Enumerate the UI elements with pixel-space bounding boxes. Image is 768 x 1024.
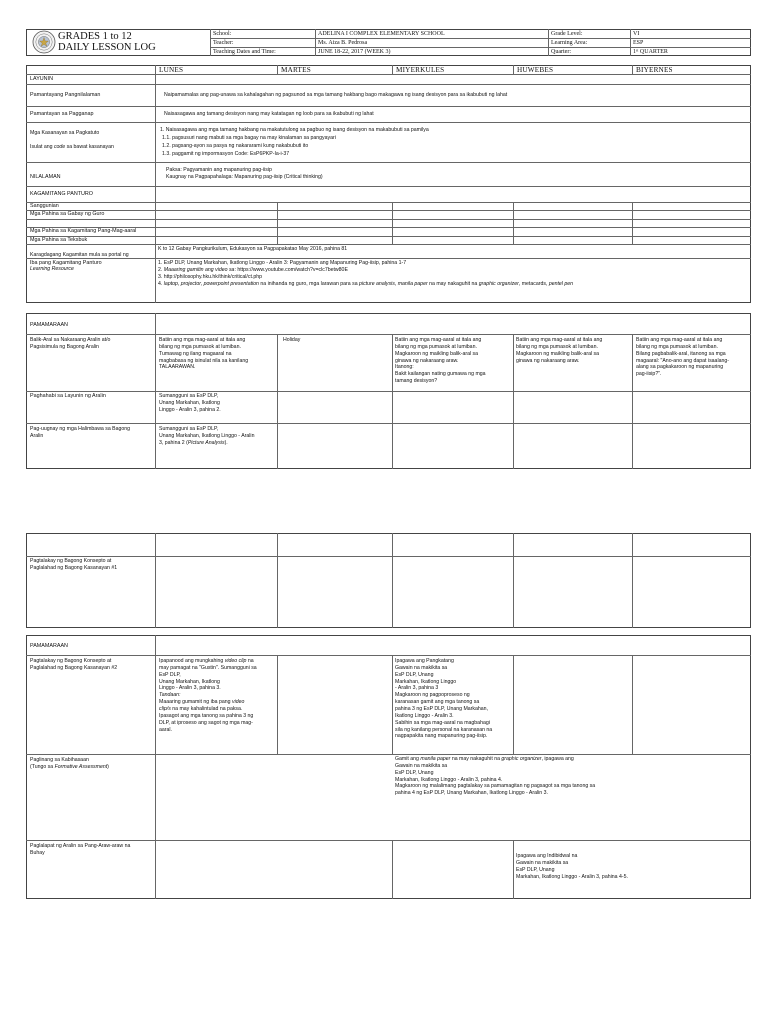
label-karagdagang-line2: Learning Resource: [30, 265, 74, 272]
pagtalakay-2-lunes: Ipapanood ang mungkahing video clip na may pamagat na "Gustin". Sumangguni sa EsP DLP, Unang Markahan, Ikatlong Linggo - Aralin 3, pahina 3. Tandaan: Maaaring gumamit ng iba pang video clip/s na may kahalintulad na paksa. Ipasagot ang mga tanong sa pahina 3 ng DLP, at iproseso ang sagot ng mga mag- aaral.: [159, 658, 257, 733]
label-pagtalakay-1: Pagtalakay ng Bagong Konsepto at Paglalahad ng Bagong Kasanayan #1: [30, 558, 118, 571]
day-header-lunes: LUNES: [159, 66, 184, 74]
deped-seal-logo: [32, 30, 56, 54]
label-kagamitang-panturo: KAGAMITANG PANTURO: [30, 191, 93, 197]
text-pamantayan-sa-pagganap: Naisasagawa ang tamang desisyon nang may katatagan ng loob para sa ikabubuti ng lahat: [164, 111, 374, 117]
label-gabay-ng-guro: Mga Pahina sa Gabay ng Guro: [30, 211, 105, 217]
area-label: Learning Area:: [551, 40, 588, 46]
label-paglinang: Paglinang sa Kabihasaan (Tungo sa Formative Assessment): [30, 757, 109, 770]
label-pagtalakay-2: Pagtalakay ng Bagong Konsepto at Paglalahad ng Bagong Kasanayan #2: [30, 658, 118, 671]
title-daily-lesson-log: DAILY LESSON LOG: [58, 42, 156, 53]
section-pagtalakay-1: [26, 533, 751, 628]
text-kasanayan-1-2: 1.2. pagsang-ayon sa pasya ng nakararami kung nakabubuti ito: [162, 143, 309, 149]
paglinang-miyerkules: Gamit ang manila paper na may nakaguhit na graphic organizer, ipagawa ang Gawain na makikita sa EsP DLP, Unang Markahan, Ikatlong Linggo - Aralin 3, pahina 4. Magkaroon ng malalimang pagtalakay sa pamamagitan ng pagsagot sa mga tanong sa pahina 4 ng EsP DLP, Unang Markahan, Ikatlong Linggo - Aralin 3.: [395, 756, 596, 797]
pagtalakay-2-miyerkules: Ipagawa ang Pangkatang Gawain na makikita sa EsP DLP, Unang Markahan, Ikatlong Linggo - Aralin 3, pahina 3 Magkaroon ng pagpoproseso ng karanasan gamit ang mga tanong sa pahina 3 ng EsP DLP, Unang Markahan, Ikatlong Linggo - Aralin 3. Sabihin sa mga mag-aaral na magbahagi sila ng kanilang personal na karanasan na nagpapakita nang mapanuring pag-iisip.: [395, 658, 493, 740]
text-iba-pang-2: 2. Maaaring gamitin ang video sa: https://www.youtube.com/watch?v=clc7betw80E: [158, 267, 348, 273]
title-grades: GRADES 1 to 12: [58, 31, 132, 42]
paghahabi-lunes: Sumangguni sa EsP DLP, Unang Markahan, Ikatlong Linggo - Aralin 3, pahina 2.: [159, 393, 221, 413]
label-kagamitang-mag-aaral: Mga Pahina sa Kagamitang Pang-Mag-aaral: [30, 228, 137, 234]
quarter-label: Quarter:: [551, 49, 571, 55]
text-kasanayan-1-3: 1.3. paggamit ng impormasyon Code: EsP6PKP-Ia-i-37: [162, 151, 290, 157]
balik-aral-martes: Holiday: [283, 337, 301, 343]
text-iba-pang-1: 1. EsP DLP, Unang Markahan, Ikatlong Linggo - Aralin 3: Pagyamanin ang Mapanuring Pag-iisip, pahina 1-7: [158, 260, 407, 266]
balik-aral-huwebes: Batiin ang mga mag-aaral at itala ang bilang ng mga pumasok at lumiban. Magkaroon ng maikling balik-aral sa ginawa ng nakaraang araw.: [516, 337, 603, 364]
balik-aral-biyernes: Batiin ang mga mag-aaral at itala ang bilang ng mga pumasok at lumiban. Bilang pagbabalik-aral, itanong sa mga magaaral: "Ano-ano ang dapat isaalang- alang sa pagkakaroon ng mapanuring pag-iisip?".: [636, 337, 729, 378]
text-nilalaman: Paksa: Pagyamanin ang mapanuring pag-iisip Kaugnay na Pagpapahalaga: Mapanuring pag-iisip (Critical thinking): [166, 167, 323, 180]
label-teksbuk: Mga Pahina sa Teksbuk: [30, 237, 88, 243]
text-iba-pang-3: 3. http://philosophy.hku.hk/think/critical/ct.php: [158, 274, 262, 280]
grade-label: Grade Level:: [551, 31, 583, 37]
day-header-miyerkules: MIYERKULES: [396, 66, 445, 74]
dates-label: Teaching Dates and Time:: [213, 49, 276, 55]
school-value: ADELINA I COMPLEX ELEMENTARY SCHOOL: [318, 31, 445, 37]
paglalapat-huwebes: Ipagawa ang Indibidwal na Gawain na makikita sa EsP DLP, Unang Markahan, Ikatlong Linggo - Aralin 3, pahina 4-5.: [516, 853, 628, 880]
label-sanggunian: Sanggunian: [30, 203, 59, 209]
label-pamamaraan-1: PAMAMARAAN: [30, 322, 68, 328]
text-iba-pang-4: 4. laptop, projector, powerpoint presentation na inihanda ng guro, mga larawan para sa picture analysis, manila paper na may nakaguhit na graphic organizer, metacards, pentel pen: [158, 281, 574, 287]
day-header-martes: MARTES: [281, 66, 311, 74]
pag-uugnay-lunes: Sumangguni sa EsP DLP, Unang Markahan, Ikatlong Linggo - Aralin 3, pahina 2 (Picture Analysis).: [159, 426, 255, 446]
label-karagdagang-line1: Karagdagang Kagamitan mula sa portal ng: [30, 251, 129, 258]
label-karagdagang-kagamitan: [30, 245, 153, 272]
text-karagdagang-kagamitan: K to 12 Gabay Pangkurikulum, Edukasyon sa Pagpapakatao May 2016, pahina 81: [158, 246, 348, 252]
text-pamantayang-pangnilalaman: Naipamamalas ang pag-unawa sa kahalagahan ng pagsunod sa mga tamang hakbang bago makagawa ng isang desisyon para sa ikabubuti ng lahat: [164, 92, 508, 98]
label-nilalaman: NILALAMAN: [30, 174, 61, 180]
teacher-label: Teacher:: [213, 40, 234, 46]
day-header-huwebes: HUWEBES: [517, 66, 554, 74]
label-layunin: LAYUNIN: [30, 76, 53, 82]
label-pamantayang-pangnilalaman: Pamantayang Pangnilalaman: [30, 92, 101, 98]
label-balik-aral: Balik-Aral sa Nakaraang Aralin at/o Pagsisimula ng Bagong Aralin: [30, 337, 111, 350]
dates-value: JUNE 18-22, 2017 (WEEK 3): [318, 49, 391, 55]
label-pamantayan-sa-pagganap: Pamantayan sa Pagganap: [30, 111, 94, 117]
day-header-biyernes: BIYERNES: [636, 66, 673, 74]
area-value: ESP: [633, 40, 644, 46]
text-kasanayan-1-1: 1.1. pagsusuri nang mabuti sa mga bagay na may kinalaman sa pangyayari: [162, 135, 336, 141]
teacher-value: Ms. Aiza B. Pedrosa: [318, 40, 368, 46]
label-pag-uugnay: Pag-uugnay ng mga Halimbawa sa Bagong Aralin: [30, 426, 131, 439]
quarter-value: 1ˢᵗ QUARTER: [633, 49, 668, 55]
label-pamamaraan-2: PAMAMARAAN: [30, 643, 68, 649]
label-paglalapat: Paglalapat ng Aralin sa Pang-Araw-araw na Buhay: [30, 843, 131, 856]
label-mga-kasanayan: [30, 123, 153, 150]
label-kasanayan-line1: Mga Kasanayan sa Pagkatuto: [30, 129, 100, 136]
text-kasanayan-1: 1. Naisasagawa ang mga tamang hakbang na makatutulong sa pagbuo ng isang desisyon na makabubuti sa pamilya: [160, 127, 429, 133]
label-paghahabi: Paghahabi sa Layunin ng Aralin: [30, 393, 106, 399]
label-iba-pang-kagamitan: Iba pang Kagamitang Panturo: [30, 260, 102, 266]
school-label: School:: [213, 31, 232, 37]
balik-aral-lunes: Batiin ang mga mag-aaral at itala ang bilang ng mga pumasok at lumiban. Tumawag ng ilang magaaral na magbabasa ng isinulat nila sa kanilang TALAARAWAN.: [159, 337, 249, 371]
label-kasanayan-line2: Isulat ang code sa bawat kasanayan: [30, 143, 114, 150]
grade-value: VI: [633, 31, 640, 37]
balik-aral-miyerkules: Batiin ang mga mag-aaral at itala ang bilang ng mga pumasok at lumiban. Magkaroon ng maikling balik-aral sa ginawa ng nakaraang araw. Itanong: Bakit kailangan nating gumawa ng mga tamang desisyon?: [395, 337, 486, 385]
